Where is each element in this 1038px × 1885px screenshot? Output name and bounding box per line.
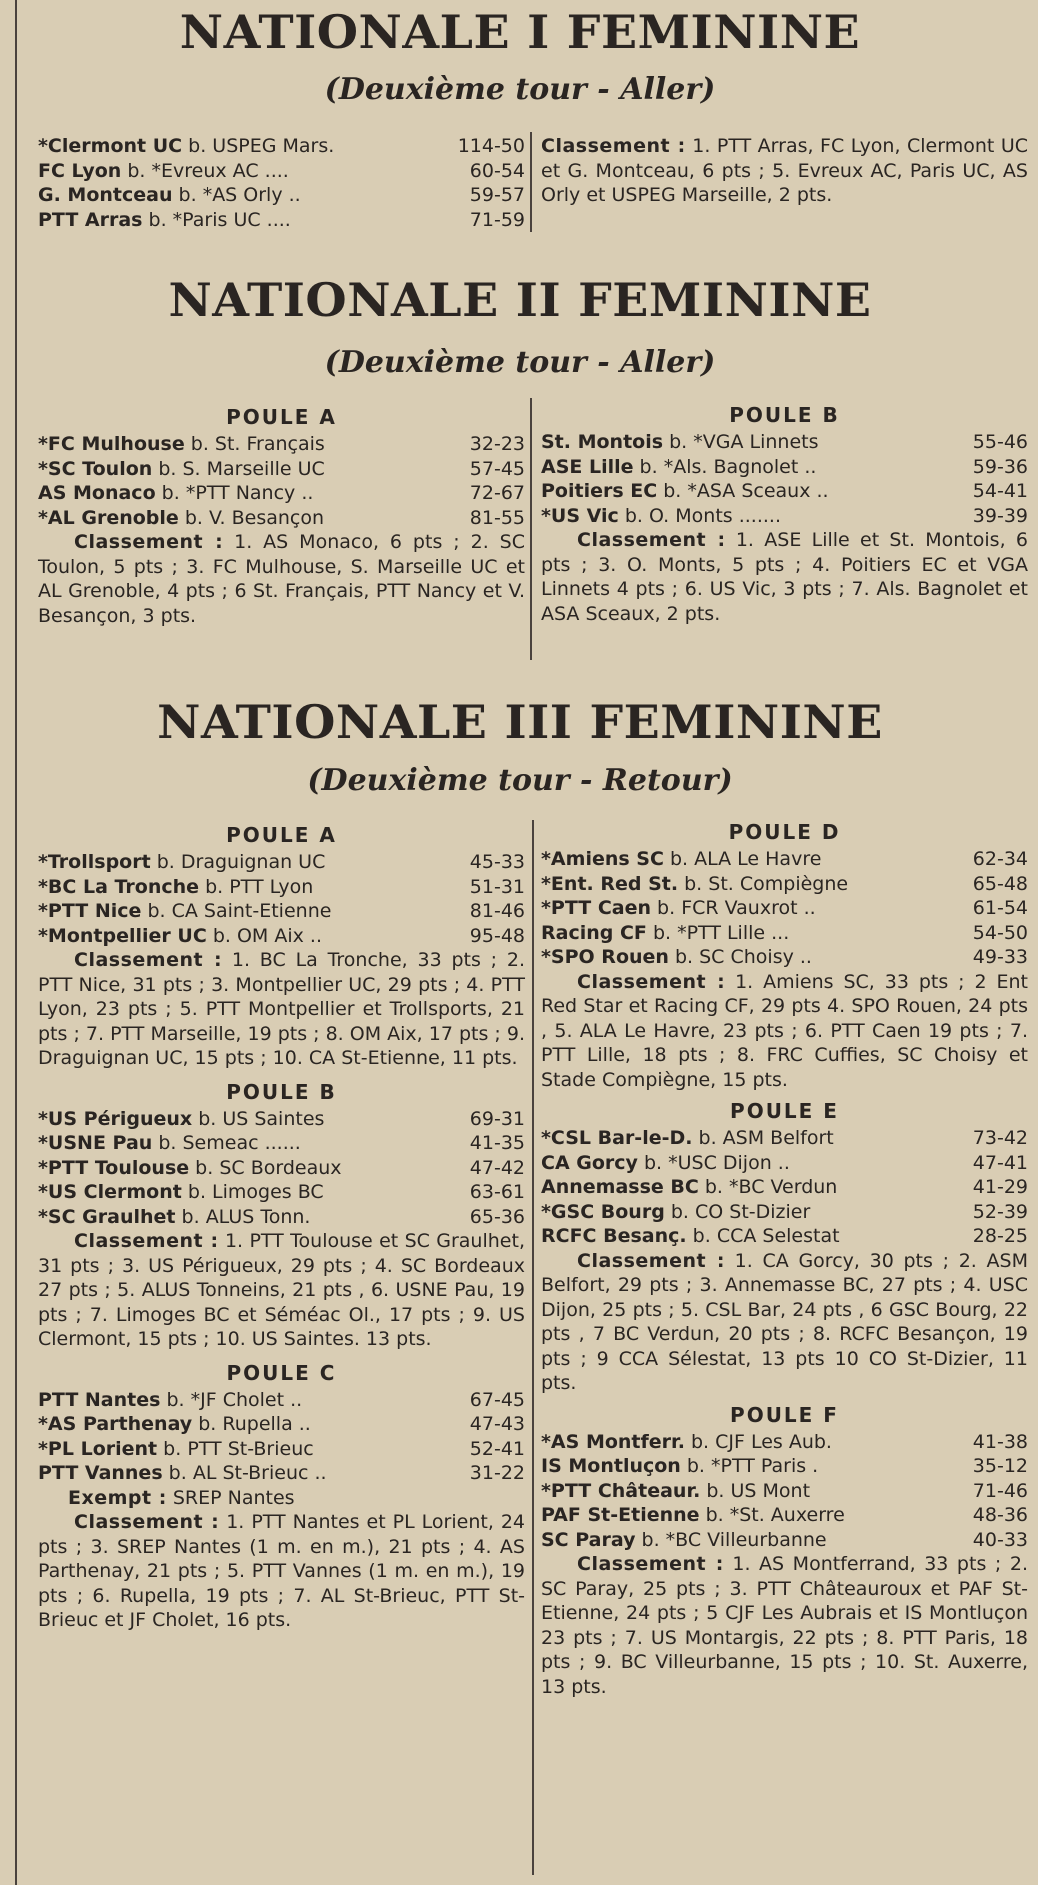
score: 55-46	[972, 431, 1028, 453]
classement-text: 1. PTT Nantes et PL Lorient, 24 pts ; 3. SREP Nantes (1 m. en m.), 21 pts ; 4. AS Parthenay, 21 pts ; 5. PTT Vannes (1 m. en m.), 19 pts ; 6. Rupella, 19 pts ; 7. AL St-Brieuc, PTT St-Brieuc et JF Cholet, 16 pts.	[38, 1511, 526, 1631]
match: *FC Mulhouse b. St. Français	[38, 433, 325, 455]
results-list	[38, 1107, 525, 1230]
result-row	[38, 134, 525, 159]
score: 114-50	[457, 135, 525, 157]
classement	[541, 1552, 1028, 1699]
result-row	[541, 921, 1028, 946]
away-team: PTT Lyon	[229, 875, 314, 898]
away-team: *Evreux AC	[151, 159, 259, 182]
result-row	[38, 875, 525, 900]
home-team: *SC Toulon	[38, 457, 153, 480]
away-team: *JF Cholet ..	[190, 1388, 303, 1411]
away-team: OM Aix ..	[236, 924, 322, 947]
nat1-subtitle: (Deuxième tour - Aller)	[324, 72, 716, 107]
home-team: CA Gorcy	[541, 1151, 638, 1174]
result-row	[38, 506, 525, 531]
leader-dots: ....	[260, 208, 291, 231]
result-row	[38, 1205, 525, 1230]
away-team: Limoges BC	[212, 1181, 324, 1203]
score: 59-36	[972, 455, 1028, 478]
score: 54-41	[972, 480, 1028, 502]
match: PTT Nantes b. *JF Cholet ..	[38, 1388, 303, 1411]
classement-label: Classement :	[577, 1553, 724, 1575]
away-team: Semeac ......	[182, 1132, 301, 1154]
poule-heading: POULE B	[226, 1079, 337, 1104]
away-team: FCR Vauxrot ..	[681, 897, 816, 919]
home-team: RCFC Besanç.	[541, 1225, 687, 1247]
result-row	[38, 159, 525, 184]
poule-heading: POULE B	[729, 403, 840, 427]
match: *PTT Toulouse b. SC Bordeaux	[38, 1156, 342, 1179]
home-team: *Amiens SC	[541, 848, 664, 870]
result-row	[541, 479, 1028, 504]
result-row	[541, 430, 1028, 455]
home-team: PTT Arras	[38, 208, 143, 231]
classement-text: 1. PTT Toulouse et SC Graulhet, 31 pts ; 3. US Périgueux, 29 pts ; 4. SC Bordeaux 27 pts ; 5. ALUS Tonneins, 21 pts , 6. USNE Pau, 19 pts ; 7. Limoges BC et Séméac Ol., 17 pts ; 9. US Clermont, 15 pts ; 10. US Saintes. 13 pts.	[38, 1230, 525, 1350]
home-team: ASE Lille	[541, 455, 634, 478]
away-team: SC Bordeaux	[219, 1156, 342, 1179]
result-row	[38, 1388, 525, 1413]
result-row	[541, 1479, 1028, 1504]
match: *PTT Caen b. FCR Vauxrot ..	[541, 897, 816, 919]
result-row	[541, 945, 1028, 970]
classement	[541, 970, 1028, 1093]
home-team: *GSC Bourg	[541, 1200, 665, 1223]
away-team: Draguignan UC	[180, 851, 326, 873]
away-team: ALA Le Havre	[694, 848, 822, 870]
nat1-classement	[541, 134, 1028, 208]
result-row	[38, 850, 525, 875]
home-team: Racing CF	[541, 921, 647, 944]
score: 71-59	[469, 208, 525, 231]
match: *SC Toulon b. S. Marseille UC	[38, 457, 325, 480]
score: 60-54	[469, 159, 525, 182]
away-team: *VGA Linnets	[693, 431, 819, 453]
home-team: *AL Grenoble	[38, 506, 179, 529]
away-team: USPEG Mars.	[212, 135, 335, 157]
poule-heading: POULE F	[730, 1402, 839, 1427]
match: ASE Lille b. *Als. Bagnolet ..	[541, 455, 817, 478]
score: 65-36	[469, 1205, 525, 1228]
result-row	[38, 924, 525, 949]
match: *SC Graulhet b. ALUS Tonn.	[38, 1205, 311, 1228]
score: 41-29	[972, 1176, 1028, 1198]
home-team: St. Montois	[541, 431, 664, 453]
result-row	[38, 1156, 525, 1181]
result-row	[541, 1528, 1028, 1553]
away-team: *Paris UC	[172, 208, 261, 231]
home-team: *PTT Nice	[38, 900, 142, 922]
result-row	[38, 1180, 525, 1205]
home-team: G. Montceau	[38, 184, 173, 206]
match: *AS Parthenay b. Rupella ..	[38, 1413, 311, 1435]
away-team: CJF Les Aub.	[715, 1430, 832, 1453]
home-team: *PTT Toulouse	[38, 1156, 190, 1179]
match: *PTT Châteaur. b. US Mont	[541, 1479, 811, 1502]
classement-label: Classement :	[577, 1249, 725, 1272]
classement	[541, 528, 1028, 626]
home-team: *AS Montferr.	[541, 1430, 685, 1453]
results-list	[38, 850, 525, 948]
classement-text: 1. AS Monaco, 6 pts ; 2. SC Toulon, 5 pts ; 3. FC Mulhouse, S. Marseille UC et AL Grenoble, 4 pts ; 6 St. Français, PTT Nancy et V. Besançon, 3 pts.	[38, 531, 525, 627]
home-team: SC Paray	[541, 1528, 636, 1551]
result-row	[541, 1151, 1028, 1176]
home-team: *Trollsport	[38, 851, 151, 873]
score: 47-41	[972, 1151, 1028, 1174]
results-list	[38, 432, 525, 530]
home-team: *US Vic	[541, 504, 619, 527]
result-row	[38, 481, 525, 506]
home-team: *SC Graulhet	[38, 1205, 176, 1228]
classement	[38, 530, 525, 628]
score: 62-34	[972, 848, 1028, 870]
nat1-title: NATIONALE I FEMININE	[179, 5, 861, 59]
away-team: *ASA Sceaux ..	[687, 480, 829, 502]
nat2-poule-a	[38, 402, 525, 628]
match: *Amiens SC b. ALA Le Havre	[541, 848, 822, 870]
score: 81-55	[469, 506, 525, 529]
result-row	[541, 1503, 1028, 1528]
score: 52-41	[469, 1437, 525, 1460]
match: St. Montois b. *VGA Linnets	[541, 431, 819, 453]
score: 67-45	[469, 1388, 525, 1411]
home-team: *PTT Châteaur.	[541, 1479, 701, 1502]
nat3-left-column	[38, 820, 525, 1633]
nat3-right-column	[541, 817, 1028, 1699]
match: PTT Vannes b. AL St-Brieuc ..	[38, 1462, 327, 1484]
home-team: *US Périgueux	[38, 1107, 193, 1130]
away-team: *PTT Paris .	[711, 1455, 819, 1477]
away-team: *Als. Bagnolet ..	[663, 455, 817, 478]
score: 28-25	[972, 1225, 1028, 1247]
match: CA Gorcy b. *USC Dijon ..	[541, 1151, 790, 1174]
match: *AS Montferr. b. CJF Les Aub.	[541, 1430, 832, 1453]
match: *US Vic b. O. Monts .......	[541, 504, 781, 527]
result-row	[541, 1175, 1028, 1200]
score: 31-22	[469, 1462, 525, 1484]
classement	[38, 1510, 525, 1633]
score: 49-33	[972, 946, 1028, 968]
match: *PL Lorient b. PTT St-Brieuc	[38, 1437, 314, 1460]
nat1-results	[38, 134, 525, 232]
match: Annemasse BC b. *BC Verdun	[541, 1176, 838, 1198]
away-team: AL St-Brieuc ..	[192, 1462, 327, 1484]
result-row	[38, 1412, 525, 1437]
home-team: *PL Lorient	[38, 1437, 158, 1460]
match: IS Montluçon b. *PTT Paris .	[541, 1455, 819, 1477]
result-row	[38, 1437, 525, 1462]
result-row	[541, 847, 1028, 872]
match: SC Paray b. *BC Villeurbanne	[541, 1528, 827, 1551]
away-team: ASM Belfort	[722, 1127, 834, 1149]
result-row	[38, 1131, 525, 1156]
score: 73-42	[972, 1127, 1028, 1149]
home-team: Annemasse BC	[541, 1176, 699, 1198]
score: 40-33	[972, 1528, 1028, 1551]
score: 51-31	[469, 875, 525, 898]
classement-label: Classement :	[74, 531, 224, 553]
match: *AL Grenoble b. V. Besançon	[38, 506, 325, 529]
home-team: AS Monaco	[38, 482, 156, 504]
poule-heading: POULE A	[226, 405, 337, 429]
score: 39-39	[972, 504, 1028, 527]
home-team: FC Lyon	[38, 159, 122, 182]
score: 54-50	[972, 921, 1028, 944]
match: Poitiers EC b. *ASA Sceaux ..	[541, 480, 829, 502]
exempt-label: Exempt :	[68, 1486, 167, 1509]
match: *BC La Tronche b. PTT Lyon	[38, 875, 314, 898]
match: *US Périgueux b. US Saintes	[38, 1107, 325, 1130]
results-list	[38, 1388, 525, 1486]
results-list	[541, 430, 1028, 528]
home-team: Poitiers EC	[541, 480, 658, 502]
classement	[38, 948, 525, 1071]
classement-text: 1. ASE Lille et St. Montois, 6 pts ; 3. O. Monts, 5 pts ; 4. Poitiers EC et VGA Linnets 4 pts ; 6. US Vic, 3 pts ; 7. Als. Bagnolet et ASA Sceaux, 2 pts.	[541, 529, 1028, 625]
away-team: US Mont	[730, 1479, 811, 1502]
classement-label: Classement :	[74, 949, 223, 971]
result-row	[541, 1200, 1028, 1225]
home-team: *AS Parthenay	[38, 1413, 193, 1435]
score: 45-33	[469, 851, 525, 873]
away-team: *PTT Lille ...	[677, 921, 790, 944]
match: *Trollsport b. Draguignan UC	[38, 851, 326, 873]
score: 41-35	[469, 1132, 525, 1154]
poule-heading: POULE C	[226, 1360, 337, 1385]
away-team: *St. Auxerre	[729, 1504, 845, 1526]
away-team: PTT St-Brieuc	[187, 1437, 314, 1460]
score: 41-38	[972, 1430, 1028, 1453]
result-row	[541, 872, 1028, 897]
home-team: PAF St-Etienne	[541, 1504, 700, 1526]
score: 48-36	[972, 1504, 1028, 1526]
home-team: *Montpellier UC	[38, 924, 207, 947]
away-team: CCA Selestat	[716, 1225, 840, 1247]
nat3-subtitle: (Deuxième tour - Retour)	[307, 763, 733, 798]
match: *CSL Bar-le-D. b. ASM Belfort	[541, 1127, 834, 1149]
away-team: Rupella ..	[222, 1413, 311, 1435]
home-team: *PTT Caen	[541, 897, 652, 919]
home-team: *CSL Bar-le-D.	[541, 1127, 693, 1149]
result-row	[38, 1461, 525, 1486]
score: 61-54	[972, 897, 1028, 919]
poule-heading: POULE E	[730, 1099, 839, 1123]
match: *Ent. Red St. b. St. Compiègne	[541, 872, 849, 895]
result-row	[38, 1107, 525, 1132]
classement	[541, 1249, 1028, 1396]
match: FC Lyon b. *Evreux AC ....	[38, 159, 289, 182]
home-team: PTT Vannes	[38, 1462, 163, 1484]
score: 57-45	[469, 457, 525, 480]
result-row	[541, 1126, 1028, 1151]
home-team: *USNE Pau	[38, 1132, 153, 1154]
away-team: ALUS Tonn.	[205, 1205, 311, 1228]
score: 32-23	[469, 433, 525, 455]
classement-label: Classement :	[577, 970, 726, 993]
match: RCFC Besanç. b. CCA Selestat	[541, 1225, 840, 1247]
score: 47-42	[469, 1156, 525, 1179]
home-team: *US Clermont	[38, 1181, 182, 1203]
result-row	[541, 1224, 1028, 1249]
classement-text: 1. CA Gorcy, 30 pts ; 2. ASM Belfort, 29 pts ; 3. Annemasse BC, 27 pts ; 4. USC Dijon, 25 pts ; 5. CSL Bar, 24 pts , 6 GSC Bourg, 22 pts , 7 BC Verdun, 20 pts ; 8. RCFC Besançon, 19 pts ; 9 CCA Sélestat, 13 pts 10 CO St-Dizier, 11 pts.	[541, 1249, 1028, 1394]
home-team: PTT Nantes	[38, 1388, 161, 1411]
classement-text: 1. AS Montferrand, 33 pts ; 2. SC Paray, 25 pts ; 3. PTT Châteauroux et PAF St-Etienne, 24 pts ; 5 CJF Les Aubrais et IS Montluçon 23 pts ; 7. US Montargis, 22 pts ; 8. PTT Paris, 18 pts ; 9. BC Villeurbanne, 15 pts ; 10. St. Auxerre, 13 pts.	[541, 1553, 1028, 1698]
result-row	[541, 1430, 1028, 1455]
classement	[38, 1229, 525, 1352]
exempt-line	[38, 1486, 525, 1511]
nat2-subtitle: (Deuxième tour - Aller)	[324, 345, 716, 380]
exempt-text: SREP Nantes	[172, 1486, 295, 1509]
away-team: *AS Orly	[202, 184, 283, 206]
home-team: *BC La Tronche	[38, 875, 200, 898]
result-row	[541, 1454, 1028, 1479]
match: PAF St-Etienne b. *St. Auxerre	[541, 1504, 845, 1526]
match: *SPO Rouen b. SC Choisy ..	[541, 946, 812, 968]
away-team: S. Marseille UC	[182, 457, 325, 480]
score: 59-57	[469, 184, 525, 206]
result-row	[541, 504, 1028, 529]
classement-label: Classement :	[541, 135, 686, 157]
result-row	[38, 899, 525, 924]
match: *USNE Pau b. Semeac ......	[38, 1132, 301, 1154]
result-row	[541, 455, 1028, 480]
home-team: IS Montluçon	[541, 1455, 681, 1477]
home-team: *Clermont UC	[38, 135, 183, 157]
poule-heading: POULE D	[728, 820, 841, 844]
home-team: *FC Mulhouse	[38, 433, 185, 455]
results-list	[541, 1430, 1028, 1553]
poule-heading: POULE A	[226, 823, 337, 847]
classement-label: Classement :	[74, 1511, 220, 1533]
classement-text: 1. PTT Arras, FC Lyon, Clermont UC et G. Montceau, 6 pts ; 5. Evreux AC, Paris UC, AS Orly et USPEG Marseille, 2 pts.	[541, 135, 1028, 206]
score: 63-61	[469, 1181, 525, 1203]
match: G. Montceau b. *AS Orly ..	[38, 184, 301, 206]
nat3-title: NATIONALE III FEMININE	[157, 695, 883, 749]
column-divider	[530, 398, 532, 660]
away-team: *BC Verdun	[729, 1176, 838, 1198]
classement-label: Classement :	[74, 1230, 219, 1252]
away-team: St. Français	[214, 433, 325, 455]
classement-label: Classement :	[577, 529, 726, 551]
home-team: *Ent. Red St.	[541, 872, 679, 895]
nat2-poule-b	[541, 400, 1028, 626]
result-row	[38, 432, 525, 457]
result-row	[541, 896, 1028, 921]
match: *GSC Bourg b. CO St-Dizier	[541, 1200, 811, 1223]
nat2-title: NATIONALE II FEMININE	[168, 273, 872, 327]
away-team: SC Choisy ..	[699, 946, 812, 968]
score: 81-46	[469, 900, 525, 922]
away-team: CA Saint-Etienne	[171, 900, 332, 922]
result-row	[38, 183, 525, 208]
match: *PTT Nice b. CA Saint-Etienne	[38, 900, 332, 922]
score: 95-48	[469, 924, 525, 947]
home-team: *SPO Rouen	[541, 946, 669, 968]
match: Racing CF b. *PTT Lille ...	[541, 921, 790, 944]
away-team: O. Monts .......	[649, 504, 781, 527]
match: AS Monaco b. *PTT Nancy ..	[38, 482, 314, 504]
score: 72-67	[469, 482, 525, 504]
away-team: V. Besançon	[208, 506, 325, 529]
result-row	[38, 457, 525, 482]
match: *Clermont UC b. USPEG Mars.	[38, 135, 335, 157]
away-team: US Saintes	[222, 1107, 325, 1130]
results-list	[541, 847, 1028, 970]
results-list	[541, 1126, 1028, 1249]
score: 35-12	[972, 1455, 1028, 1477]
classement-text: 1. Amiens SC, 33 pts ; 2 Ent Red Star et Racing CF, 29 pts 4. SPO Rouen, 24 pts , 5. ALA Le Havre, 23 pts ; 6. PTT Caen 19 pts ; 7. PTT Lille, 18 pts ; 8. FRC Cuffies, SC Choisy et Stade Compiègne, 15 pts.	[541, 970, 1028, 1091]
away-team: St. Compiègne	[708, 872, 849, 895]
match: PTT Arras b. *Paris UC ....	[38, 208, 291, 231]
away-team: *BC Villeurbanne	[665, 1528, 827, 1551]
column-divider	[532, 820, 534, 1875]
away-team: CO St-Dizier	[695, 1200, 811, 1223]
score: 69-31	[469, 1107, 525, 1130]
away-team: *USC Dijon ..	[668, 1151, 790, 1174]
score: 71-46	[972, 1479, 1028, 1502]
match: *US Clermont b. Limoges BC	[38, 1181, 324, 1203]
score: 52-39	[972, 1200, 1028, 1223]
match: *Montpellier UC b. OM Aix ..	[38, 924, 322, 947]
result-row	[38, 208, 525, 233]
leader-dots: ....	[258, 159, 289, 182]
score: 47-43	[469, 1413, 525, 1435]
leader-dots: ..	[282, 184, 301, 206]
away-team: *PTT Nancy ..	[185, 482, 314, 504]
column-divider	[530, 132, 532, 232]
classement-text: 1. BC La Tronche, 33 pts ; 2. PTT Nice, 31 pts ; 3. Montpellier UC, 29 pts ; 4. PTT Lyon, 23 pts ; 5. PTT Montpellier et Trollsports, 21 pts ; 7. PTT Marseille, 19 pts ; 8. OM Aix, 17 pts ; 9. Draguignan UC, 15 pts ; 10. CA St-Etienne, 11 pts.	[38, 949, 526, 1069]
score: 65-48	[972, 872, 1028, 895]
